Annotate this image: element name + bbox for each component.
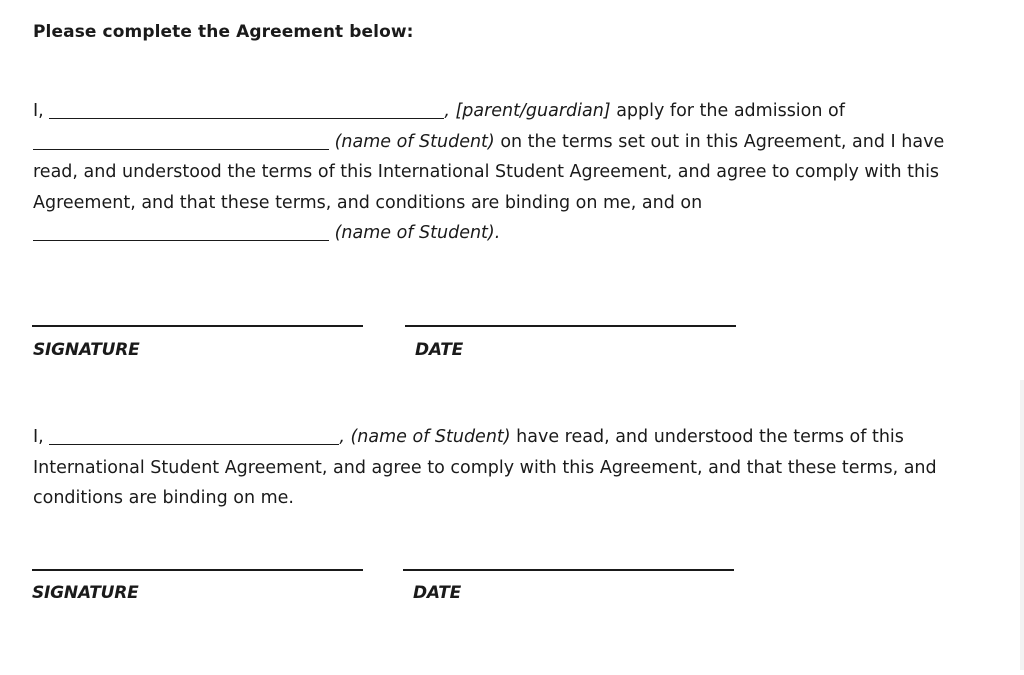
parent-role-label: , [parent/guardian] (444, 101, 611, 121)
student-label-2: (name of Student). (334, 223, 501, 243)
student-self-name-blank[interactable] (49, 424, 339, 445)
parent-date-line[interactable] (405, 325, 736, 327)
parent-terms-text: on the terms set out in this Agreement, and I have read, and understood the terms of this International Student Agreement, and agree to comply with this Agreement, and that these terms, and conditions are binding on me, and on (33, 131, 945, 213)
parent-agreement-paragraph (33, 96, 983, 249)
student-name-blank-1[interactable] (33, 129, 329, 150)
student-label-1: (name of Student) (334, 131, 495, 152)
parent-signature-label: SIGNATURE (33, 340, 140, 360)
parent-signature-line[interactable] (32, 325, 363, 327)
student-signature-label: SIGNATURE (32, 583, 139, 603)
student-signature-line[interactable] (32, 569, 363, 571)
parent-date-label: DATE (415, 340, 464, 360)
student-name-blank-2[interactable] (33, 220, 329, 241)
student-date-label: DATE (413, 583, 462, 603)
scrollbar-track[interactable] (1020, 380, 1024, 670)
student-date-line[interactable] (403, 569, 734, 571)
student-prefix: I, (33, 427, 44, 447)
student-agreement-paragraph (33, 422, 983, 514)
student-self-label: , (name of Student) (339, 427, 511, 447)
parent-prefix: I, (33, 101, 44, 121)
apply-text: apply for the admission of (610, 101, 845, 121)
agreement-heading: Please complete the Agreement below: (33, 22, 414, 42)
student-terms-text: have read, and understood the terms of this International Student Agreement, and agree to comply with this Agreement, and that these terms, and conditions are binding on me. (33, 427, 937, 508)
parent-name-blank[interactable] (49, 98, 444, 119)
